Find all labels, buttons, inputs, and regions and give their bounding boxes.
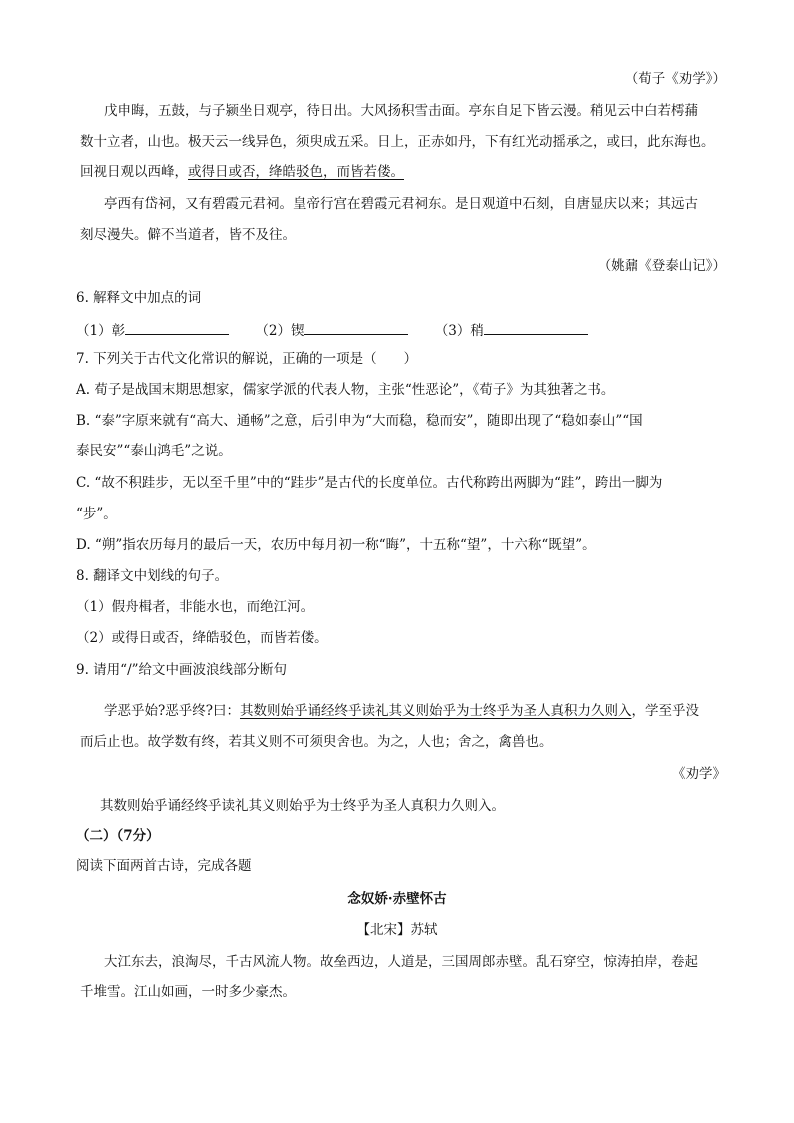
- q9-stem: 9. 请用“/”给文中画波浪线部分断句: [76, 662, 288, 678]
- q7-option-b-line-2: 泰民安”“泰山鸿毛”之说。: [76, 443, 232, 459]
- poem-line-1: 大江东去，浪淘尽，千古风流人物。故垒西边，人道是，三国周郎赤壁。乱石穿空，惊涛拍岸，卷起: [104, 954, 698, 970]
- q9-text-line-2: 而后止也。故学数有终，若其义则不可须臾舍也。为之，人也；舍之，禽兽也。: [80, 734, 553, 750]
- q6-item-1-label: （1）彰: [76, 323, 126, 339]
- passage-line-3: [80, 163, 404, 181]
- q9-answer-line: 其数则始乎诵经终乎读礼其义则始乎为士终乎为圣人真积力久则入。: [100, 798, 505, 814]
- source-yaonai: （姚鼐《登泰山记》）: [597, 258, 726, 274]
- q9-text-intro: 学恶乎始?恶乎终?曰：: [104, 703, 240, 719]
- q7-option-a: A. 荀子是战国末期思想家，儒家学派的代表人物，主张“性恶论”，《荀子》为其独著之书。: [76, 382, 615, 398]
- poem-title: 念奴娇·赤壁怀古: [347, 891, 447, 907]
- q7-option-c-line-1: C. “故不积跬步，无以至千里”中的“跬步”是古代的长度单位。古代称跨出两脚为“跬”，跨出一脚为: [76, 475, 663, 491]
- passage-line-2: 数十立者，山也。极天云一线异色，须臾成五采。日上，正赤如丹，下有红光动摇承之，或曰，此东海也。: [80, 134, 715, 150]
- underlined-sentence: 或得日或否，绛皓驳色，而皆若偻。: [188, 164, 404, 180]
- section-heading: （二）（7分）: [76, 828, 160, 844]
- source-quanxue: 《劝学》: [672, 766, 726, 782]
- q7-option-c-line-2: “步”。: [76, 506, 117, 522]
- source-xunzi: （荀子《劝学》）: [624, 71, 726, 87]
- passage-line-4: 亭西有岱祠，又有碧霞元君祠。皇帝行宫在碧霞元君祠东。是日观道中石刻，自唐显庆以来；其远古: [104, 196, 698, 212]
- passage-line-3-plain: 回视日观以西峰，: [80, 164, 188, 180]
- wavy-underlined-text: 其数则始乎诵经终乎读礼其义则始乎为士终乎为圣人真积力久则入: [239, 703, 632, 719]
- passage-line-5: 刻尽漫失。僻不当道者，皆不及往。: [80, 227, 296, 243]
- q6-item-3-label: （3）稍: [434, 323, 484, 339]
- q6-stem: 6. 解释文中加点的词: [76, 290, 202, 306]
- q6-item-3-blank[interactable]: [484, 320, 588, 335]
- q9-text-line-1: [104, 702, 699, 720]
- poem-author: 【北宋】苏轼: [356, 922, 438, 938]
- q6-item-2-blank[interactable]: [304, 320, 408, 335]
- q7-option-d: D. “朔”指农历每月的最后一天，农历中每月初一称“晦”，十五称“望”，十六称“既望”。: [76, 537, 596, 553]
- q6-items: [76, 320, 588, 340]
- q7-stem: 7. 下列关于古代文化常识的解说，正确的一项是（ ）: [76, 351, 418, 367]
- q7-option-b-line-1: B. “泰”字原来就有“高大、通畅”之意，后引申为“大而稳，稳而安”，随即出现了“稳如泰山”“国: [76, 413, 643, 429]
- poem-line-2: 千堆雪。江山如画，一时多少豪杰。: [80, 984, 296, 1000]
- q9-text-tail: ，学至乎没: [631, 703, 699, 719]
- passage-line-1: 戊申晦，五鼓，与子颍坐日观亭，待日出。大风扬积雪击面。亭东自足下皆云漫。稍见云中白若樗蒱: [104, 103, 698, 119]
- q6-item-1-blank[interactable]: [125, 320, 229, 335]
- q8-sentence-2: （2）或得日或否，绛皓驳色，而皆若偻。: [76, 630, 328, 646]
- q8-sentence-1: （1）假舟楫者，非能水也，而绝江河。: [76, 599, 315, 615]
- section-intro: 阅读下面两首古诗，完成各题: [76, 858, 252, 874]
- q6-item-2-label: （2）锲: [255, 323, 305, 339]
- q8-stem: 8. 翻译文中划线的句子。: [76, 568, 229, 584]
